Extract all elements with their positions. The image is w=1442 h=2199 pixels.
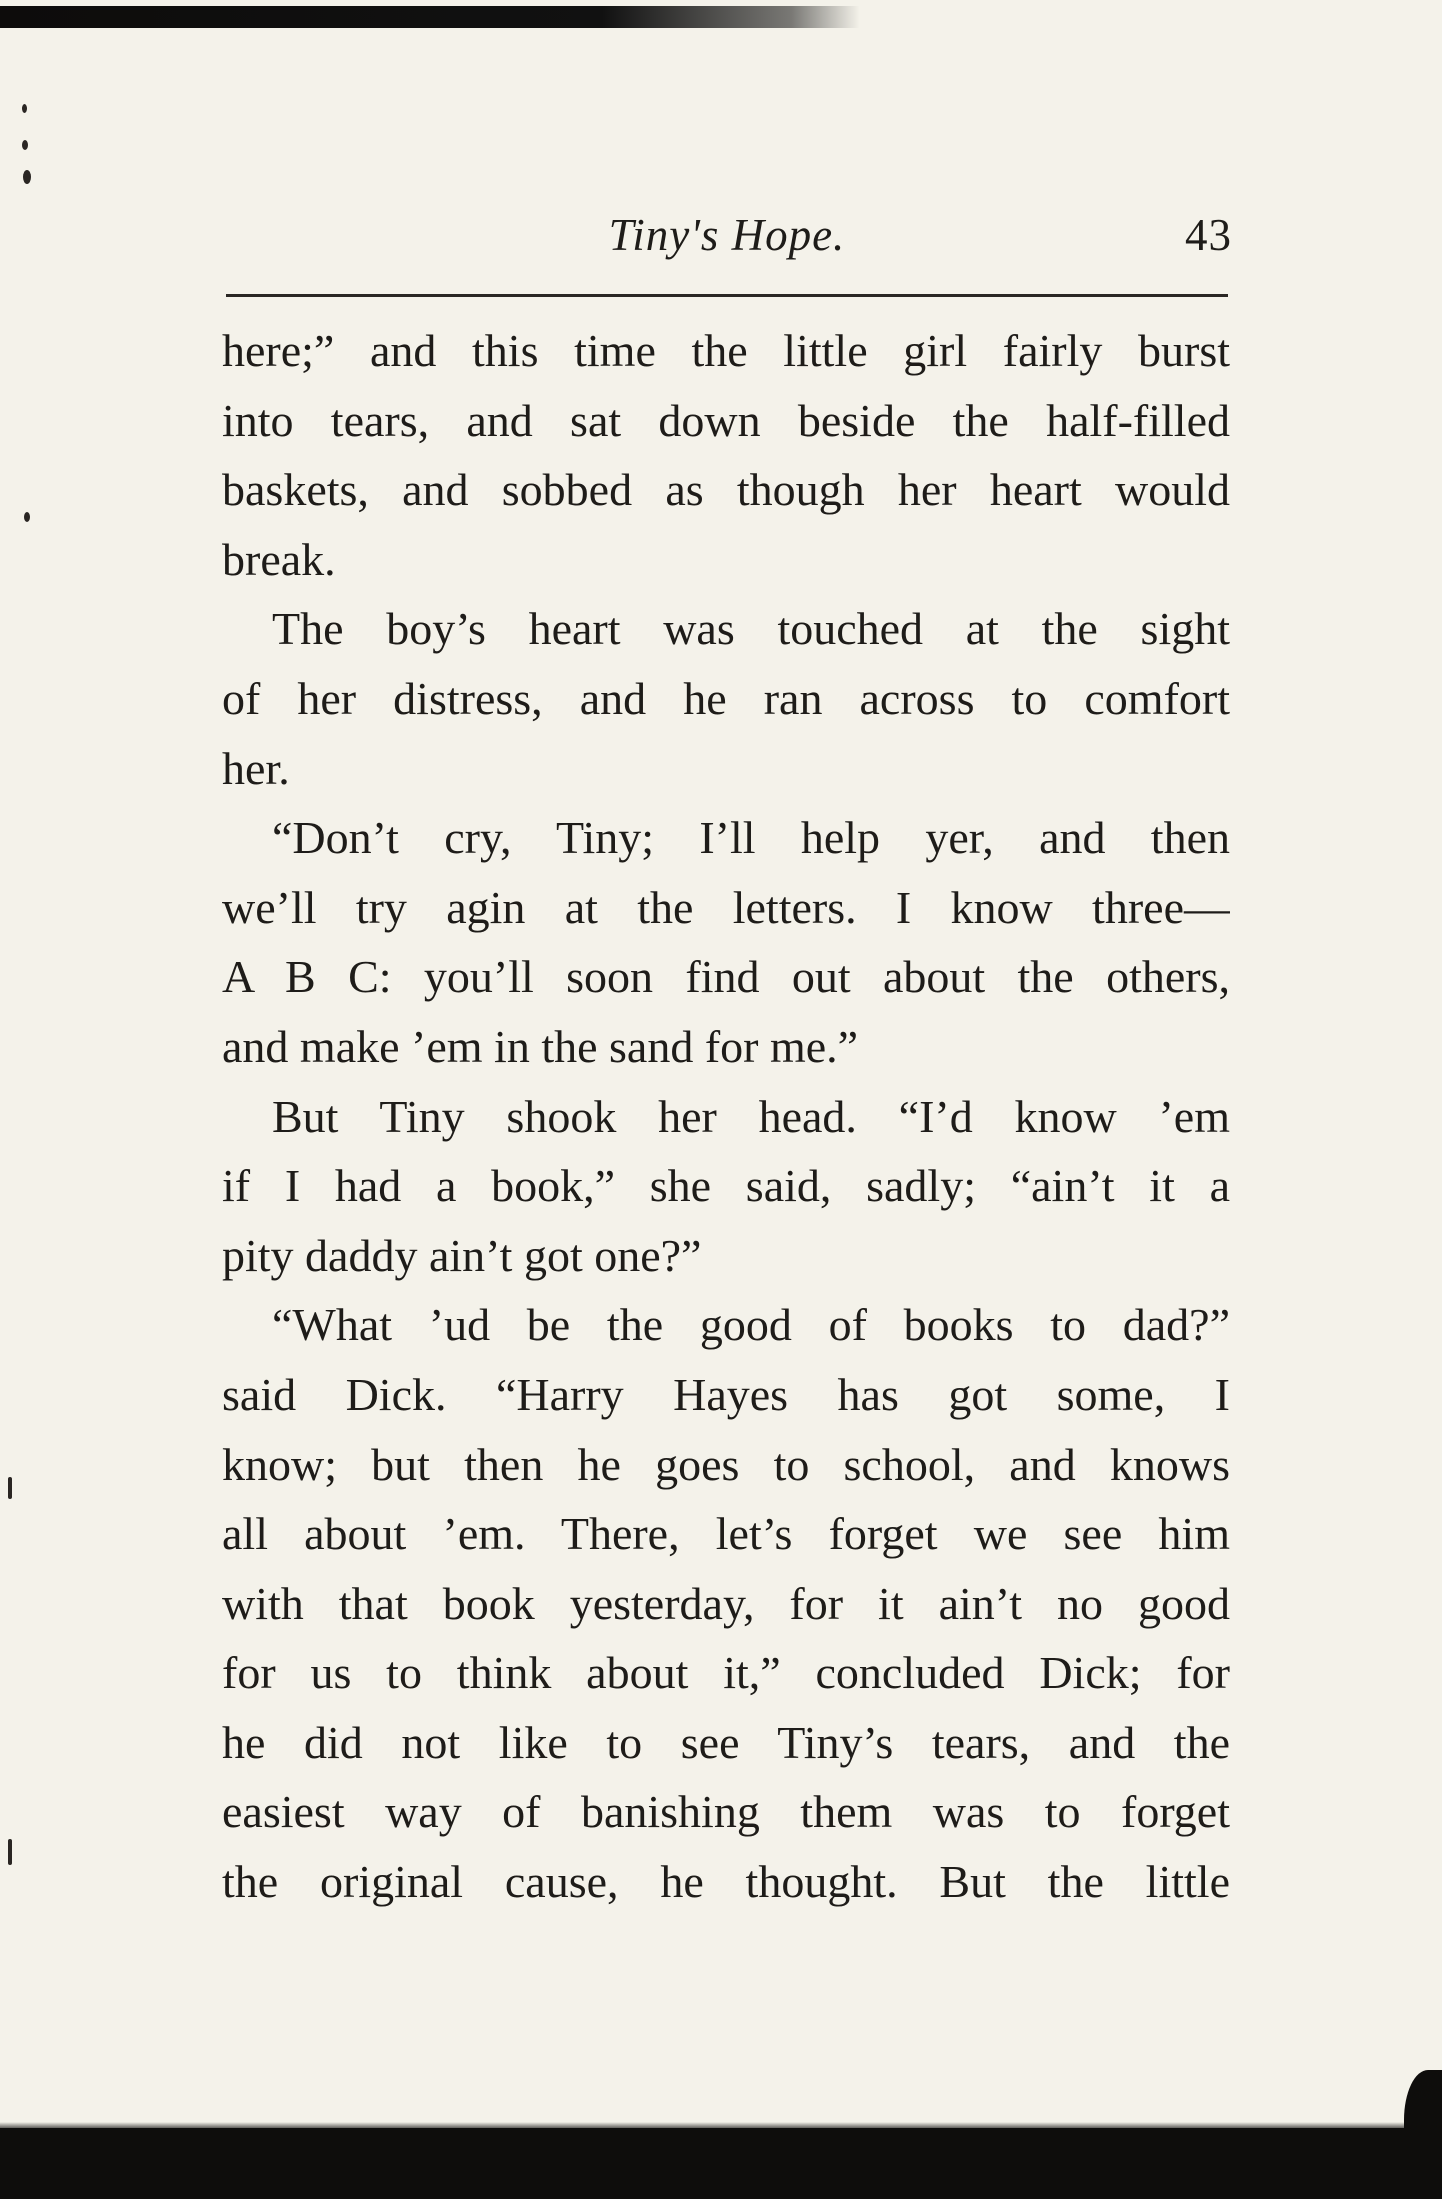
margin-speck [22,140,28,150]
text-line: “What ’ud be the good of books to dad?” [272,1299,1230,1351]
body-text [222,316,1230,1917]
margin-speck [23,170,31,184]
text-line: of her distress, and he ran across to comfort [222,672,1230,724]
text-line: we’ll try agin at the letters. I know three— [222,881,1230,933]
text-line: pity daddy ain’t got one?” [222,1229,702,1281]
text-line: know; but then he goes to school, and knows [222,1438,1230,1490]
text-line: A B C: you’ll soon find out about the others, [222,951,1230,1003]
running-title: Tiny's Hope. [608,210,846,260]
scan-bottom-edge-shadow [0,2128,1442,2199]
text-line: the original cause, he thought. But the little [222,1856,1230,1908]
text-line: break. [222,533,336,585]
text-line: But Tiny shook her head. “I’d know ’em [272,1090,1230,1142]
text-line: and make ’em in the sand for me.” [222,1020,859,1072]
text-line: all about ’em. There, let’s forget we see him [222,1508,1230,1560]
page-number: 43 [1185,210,1232,260]
margin-speck [24,512,30,522]
margin-speck [8,1477,12,1499]
text-line: The boy’s heart was touched at the sight [272,603,1230,655]
text-line: her. [222,742,290,794]
scan-page-curl [1404,2070,1442,2132]
scan-top-edge-shadow [0,6,860,28]
header-rule [226,294,1228,297]
text-line: “Don’t cry, Tiny; I’ll help yer, and then [272,812,1230,864]
page-header [222,200,1232,270]
text-line: into tears, and sat down beside the half-filled [222,394,1230,446]
text-line: if I had a book,” she said, sadly; “ain’t it a [222,1160,1230,1212]
text-line: here;” and this time the little girl fairly burst [222,325,1230,376]
text-line: easiest way of banishing them was to forget [222,1786,1230,1838]
text-line: for us to think about it,” concluded Dick; for [222,1647,1230,1699]
text-line: he did not like to see Tiny’s tears, and the [222,1716,1230,1768]
text-line: baskets, and sobbed as though her heart would [222,464,1230,516]
text-line: said Dick. “Harry Hayes has got some, I [222,1368,1230,1420]
margin-speck [8,1839,12,1865]
text-line: with that book yesterday, for it ain’t no good [222,1577,1230,1629]
margin-speck [22,104,27,113]
